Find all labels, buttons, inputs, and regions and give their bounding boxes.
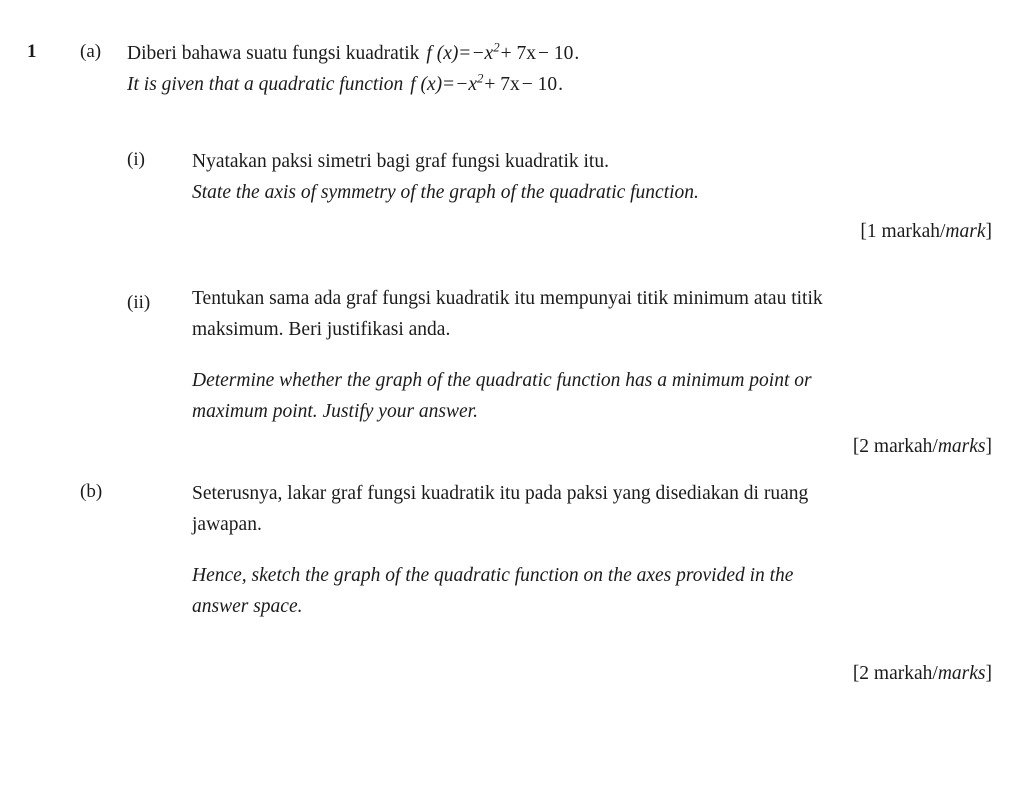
part-b-label: (b) xyxy=(80,481,103,502)
question-content xyxy=(27,38,1012,689)
part-a-stem xyxy=(127,38,1012,100)
part-a-ii-english-line-1: Determine whether the graph of the quadratic function has a minimum point or xyxy=(192,370,812,391)
spacer xyxy=(27,208,1012,216)
marks-english: marks xyxy=(937,436,986,457)
marks-english: mark xyxy=(945,221,986,242)
part-a-i-malay: Nyatakan paksi simetri bagi graf fungsi kuadratik itu. xyxy=(192,151,609,172)
question-1-part-a-stem-row xyxy=(27,38,1012,100)
marks-bracket-close: ] xyxy=(985,663,992,684)
part-a-ii-body xyxy=(192,283,960,427)
marks-bracket-close: ] xyxy=(985,221,992,242)
spacer xyxy=(27,130,1012,146)
part-a-ii-english-line-2: maximum point. Justify your answer. xyxy=(192,401,478,422)
part-b-english-line-2: answer space. xyxy=(192,596,303,617)
question-number: 1 xyxy=(27,41,37,62)
roman-ii-label: (ii) xyxy=(127,292,151,313)
spacer xyxy=(192,345,960,365)
marks-bracket-close: ] xyxy=(985,436,992,457)
quadratic-function-expression-malay: f $(x)=-x^2+ 7x - 10$. xyxy=(426,40,580,64)
spacer xyxy=(27,271,1012,283)
part-b-body xyxy=(192,478,960,622)
spacer xyxy=(27,100,1012,130)
part-a-i-marks xyxy=(27,216,1012,247)
part-b-english-line-1: Hence, sketch the graph of the quadratic function on the axes provided in the xyxy=(192,565,794,586)
question-1-part-a-i-row xyxy=(27,146,1012,208)
roman-i-label: (i) xyxy=(127,149,145,170)
part-a-i-body xyxy=(192,146,960,208)
part-a-stem-malay-text: Diberi bahawa suatu fungsi kuadratik xyxy=(127,43,420,64)
marks-malay: [2 markah/ xyxy=(852,663,938,684)
spacer xyxy=(27,247,1012,271)
part-a-stem-english xyxy=(127,69,1012,100)
question-1-part-a-ii-row xyxy=(27,283,1012,427)
part-a-ii-marks xyxy=(27,431,1012,462)
part-a-stem-english-text: It is given that a quadratic function xyxy=(127,74,404,95)
spacer xyxy=(192,540,960,560)
part-b-malay-line-1: Seterusnya, lakar graf fungsi kuadratik itu pada paksi yang disediakan di ruang xyxy=(192,483,809,504)
spacer xyxy=(27,622,1012,646)
quadratic-function-expression-english: f $(x)=-x^2+ 7x - 10$. xyxy=(410,71,564,95)
spacer xyxy=(27,462,1012,478)
marks-english: marks xyxy=(937,663,986,684)
part-a-label: (a) xyxy=(80,41,102,62)
part-a-ii-malay-line-1: Tentukan sama ada graf fungsi kuadratik itu mempunyai titik minimum atau titik xyxy=(192,288,823,309)
question-1-part-b-row xyxy=(27,478,1012,622)
marks-malay: [1 markah/ xyxy=(860,221,946,242)
part-b-malay-line-2: jawapan. xyxy=(192,514,262,535)
marks-malay: [2 markah/ xyxy=(852,436,938,457)
part-a-stem-malay xyxy=(127,38,1012,69)
spacer xyxy=(27,646,1012,658)
part-b-marks xyxy=(27,658,1012,689)
part-a-i-english: State the axis of symmetry of the graph of the quadratic function. xyxy=(192,182,699,203)
part-a-ii-malay-line-2: maksimum. Beri justifikasi anda. xyxy=(192,319,451,340)
